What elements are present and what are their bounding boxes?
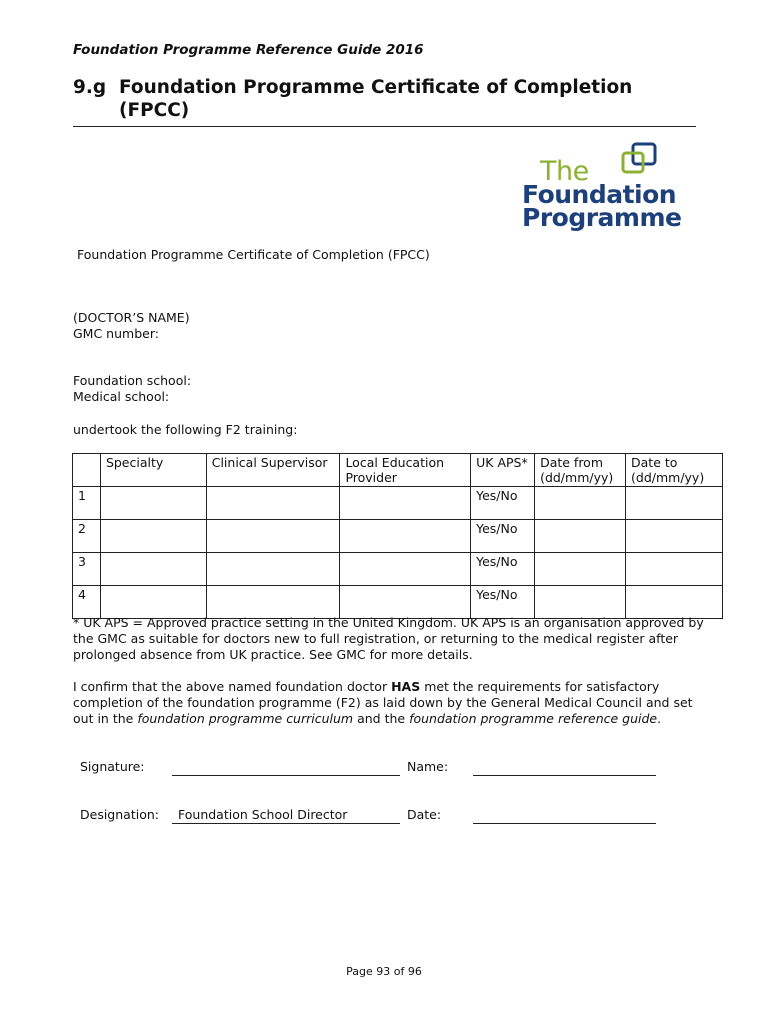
col-header-uk-aps: UK APS* xyxy=(471,454,535,487)
gmc-number-label: GMC number: xyxy=(73,326,159,341)
confirmation-statement xyxy=(73,679,713,727)
row-number: 2 xyxy=(73,520,101,553)
running-head: Foundation Programme Reference Guide 2016 xyxy=(73,42,424,58)
date-to-cell[interactable] xyxy=(626,487,723,520)
name-field[interactable] xyxy=(473,759,656,776)
supervisor-cell[interactable] xyxy=(206,586,340,619)
confirm-text-3: and the xyxy=(353,711,410,726)
col-header-clinical-supervisor: Clinical Supervisor xyxy=(206,454,340,487)
confirm-text-4: . xyxy=(657,711,662,726)
date-from-cell[interactable] xyxy=(535,520,626,553)
col-header-date-from: Date from (dd/mm/yy) xyxy=(535,454,626,487)
signature-label: Signature: xyxy=(80,759,145,774)
confirm-italic-curriculum: foundation programme curriculum xyxy=(137,711,354,726)
supervisor-cell[interactable] xyxy=(206,487,340,520)
confirm-text-2: met the requirements for satisfactory completion of the foundation programme (F2) as laid down by the General Medical Council and set out in the xyxy=(73,679,693,726)
col-header-local-education-provider: Local Education Provider xyxy=(340,454,471,487)
table-row xyxy=(73,553,723,586)
aps-footnote: * UK APS = Approved practice setting in the United Kingdom. UK APS is an organisation approved by the GMC as suitable for doctors new to full registration, or returning to the medical register after prolonged absence from UK practice. See GMC for more details. xyxy=(73,615,704,662)
section-heading xyxy=(73,76,696,127)
uk-aps-cell[interactable]: Yes/No xyxy=(471,586,535,619)
name-label: Name: xyxy=(407,759,449,774)
date-to-cell[interactable] xyxy=(626,553,723,586)
designation-label: Designation: xyxy=(80,807,159,822)
provider-cell[interactable] xyxy=(340,487,471,520)
doctor-name-label: (DOCTOR’S NAME) xyxy=(73,310,190,325)
logo-programme: Programme xyxy=(522,203,682,232)
certificate-title: Foundation Programme Certificate of Completion (FPCC) xyxy=(77,247,430,262)
col-header-number xyxy=(73,454,101,487)
section-title-line2: (FPCC) xyxy=(119,100,190,121)
section-number: 9.g xyxy=(73,77,107,98)
date-from-cell[interactable] xyxy=(535,487,626,520)
specialty-cell[interactable] xyxy=(100,553,206,586)
foundation-programme-logo xyxy=(522,140,692,232)
confirm-text-1: I confirm that the above named foundation doctor xyxy=(73,679,392,694)
specialty-cell[interactable] xyxy=(100,520,206,553)
section-title-line1: Foundation Programme Certificate of Completion xyxy=(119,77,633,98)
designation-field[interactable]: Foundation School Director xyxy=(172,807,400,824)
overlapping-squares-icon xyxy=(620,142,660,176)
col-header-specialty: Specialty xyxy=(100,454,206,487)
table-row xyxy=(73,520,723,553)
date-label: Date: xyxy=(407,807,442,822)
confirm-emphasis: HAS xyxy=(391,679,421,694)
table-row xyxy=(73,487,723,520)
training-table xyxy=(72,453,723,619)
provider-cell[interactable] xyxy=(340,520,471,553)
uk-aps-cell[interactable]: Yes/No xyxy=(471,487,535,520)
row-number: 4 xyxy=(73,586,101,619)
date-to-cell[interactable] xyxy=(626,520,723,553)
medical-school-label: Medical school: xyxy=(73,389,170,404)
uk-aps-cell[interactable]: Yes/No xyxy=(471,520,535,553)
table-header-row xyxy=(73,454,723,487)
date-from-cell[interactable] xyxy=(535,586,626,619)
supervisor-cell[interactable] xyxy=(206,520,340,553)
table-row xyxy=(73,586,723,619)
training-intro: undertook the following F2 training: xyxy=(73,422,298,437)
signature-field[interactable] xyxy=(172,759,400,776)
date-to-cell[interactable] xyxy=(626,586,723,619)
specialty-cell[interactable] xyxy=(100,586,206,619)
page-number: Page 93 of 96 xyxy=(346,965,422,978)
confirm-italic-guide: foundation programme reference guide xyxy=(409,711,658,726)
col-header-date-to: Date to (dd/mm/yy) xyxy=(626,454,723,487)
foundation-school-label: Foundation school: xyxy=(73,373,192,388)
supervisor-cell[interactable] xyxy=(206,553,340,586)
logo-foundation: Foundation xyxy=(522,180,677,209)
specialty-cell[interactable] xyxy=(100,487,206,520)
row-number: 1 xyxy=(73,487,101,520)
provider-cell[interactable] xyxy=(340,586,471,619)
uk-aps-cell[interactable]: Yes/No xyxy=(471,553,535,586)
row-number: 3 xyxy=(73,553,101,586)
date-field[interactable] xyxy=(473,807,656,824)
provider-cell[interactable] xyxy=(340,553,471,586)
logo-the: The xyxy=(540,156,589,187)
date-from-cell[interactable] xyxy=(535,553,626,586)
